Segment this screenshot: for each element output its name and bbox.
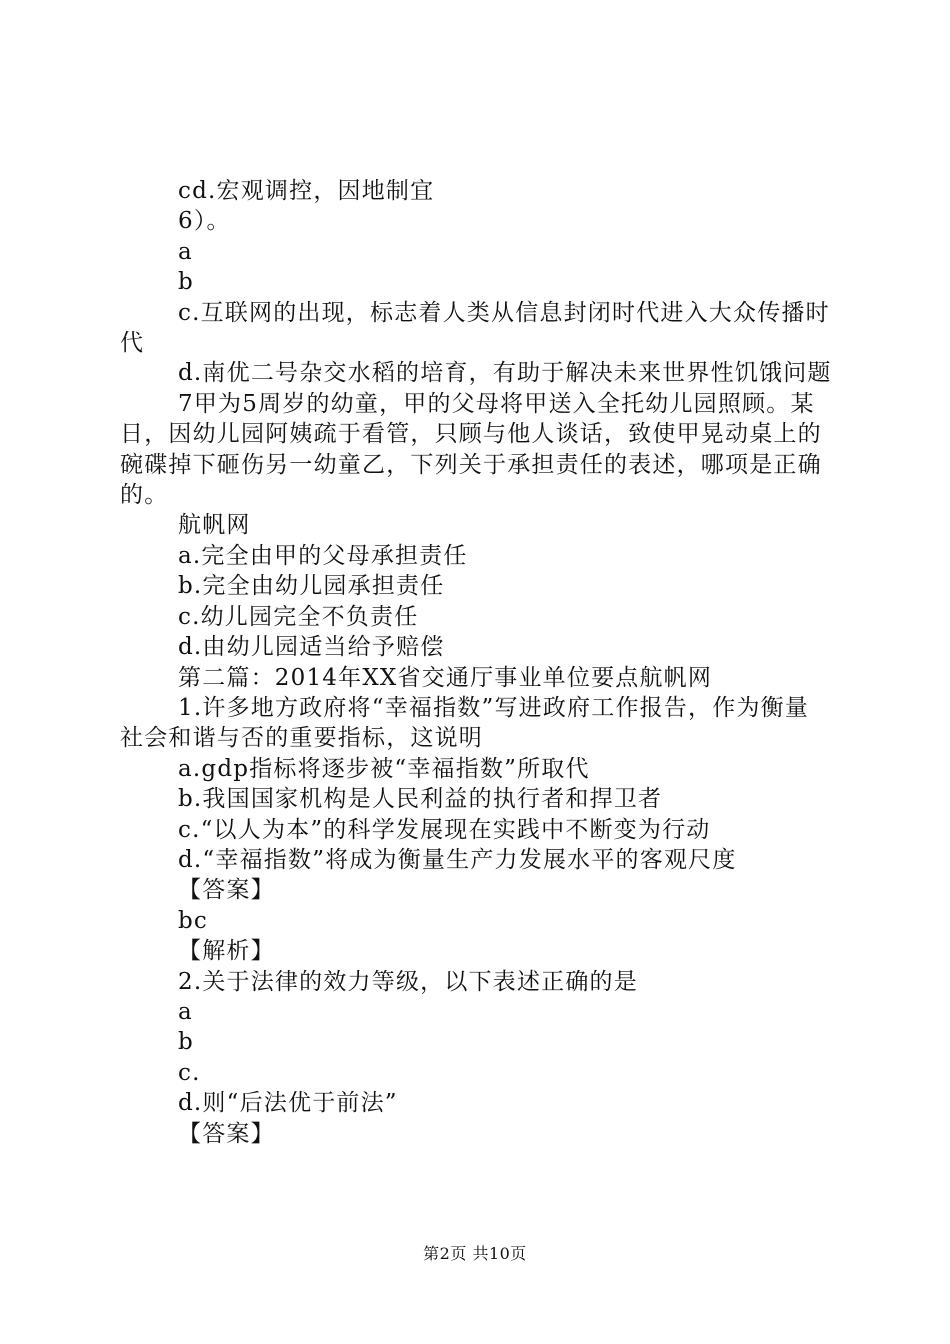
text-line-question-7: 7甲为5周岁的幼童，甲的父母将甲送入全托幼儿园照顾。某日，因幼儿园阿姨疏于看管，只顾与他人谈话，致使甲晃动桌上的碗碟掉下砸伤另一幼童乙，下列关于承担责任的表述，哪项是正确的。 xyxy=(120,390,822,509)
text-line-option-c: c.幼儿园完全不负责任 xyxy=(178,603,419,630)
text-line-option-cd: cd.宏观调控，因地制宜 xyxy=(178,178,435,204)
text-line-option-a: a xyxy=(178,998,193,1025)
text-line-question-2: 2.关于法律的效力等级，以下表述正确的是 xyxy=(178,968,638,995)
text-line-option-b: b.我国国家机构是人民利益的执行者和捍卫者 xyxy=(178,786,663,813)
text-line-option-b: b xyxy=(178,1029,194,1056)
text-line-option-b: b.完全由幼儿园承担责任 xyxy=(178,573,445,600)
answer-label: 【答案】 xyxy=(178,877,275,904)
text-line-option-c: c. xyxy=(178,1059,201,1086)
text-line-site-name: 航帆网 xyxy=(178,512,251,539)
page-number-footer: 第2页 共10页 xyxy=(423,1244,527,1263)
document-body xyxy=(120,176,832,1149)
section-heading: 第二篇：2014年XX省交通厅事业单位要点航帆网 xyxy=(178,664,713,691)
text-line-option-a: a xyxy=(178,238,193,265)
text-line-option-c: c.互联网的出现，标志着人类从信息封闭时代进入大众传播时代 xyxy=(120,299,830,357)
text-line-option-d: d.南优二号杂交水稻的培育，有助于解决未来世界性饥饿问题 xyxy=(178,360,832,387)
answer-value: bc xyxy=(178,907,209,934)
text-line-option-a: a.gdp指标将逐步被“幸福指数”所取代 xyxy=(178,755,590,782)
text-line-option-c: c.“以人为本”的科学发展现在实践中不断变为行动 xyxy=(178,816,711,843)
text-line-question-1: 1.许多地方政府将“幸福指数”写进政府工作报告，作为衡量社会和谐与否的重要指标，这说明 xyxy=(120,694,810,752)
text-line-option-d: d.“幸福指数”将成为衡量生产力发展水平的客观尺度 xyxy=(178,846,737,873)
text-line-option-d: d.则“后法优于前法” xyxy=(178,1090,398,1117)
text-line-question-6: 6）。 xyxy=(178,208,231,235)
text-line-option-d: d.由幼儿园适当给予赔偿 xyxy=(178,634,445,661)
text-line-option-a: a.完全由甲的父母承担责任 xyxy=(178,542,468,569)
answer-label: 【答案】 xyxy=(178,1120,275,1147)
analysis-label: 【解析】 xyxy=(178,938,275,965)
text-line-option-b: b xyxy=(178,269,194,296)
